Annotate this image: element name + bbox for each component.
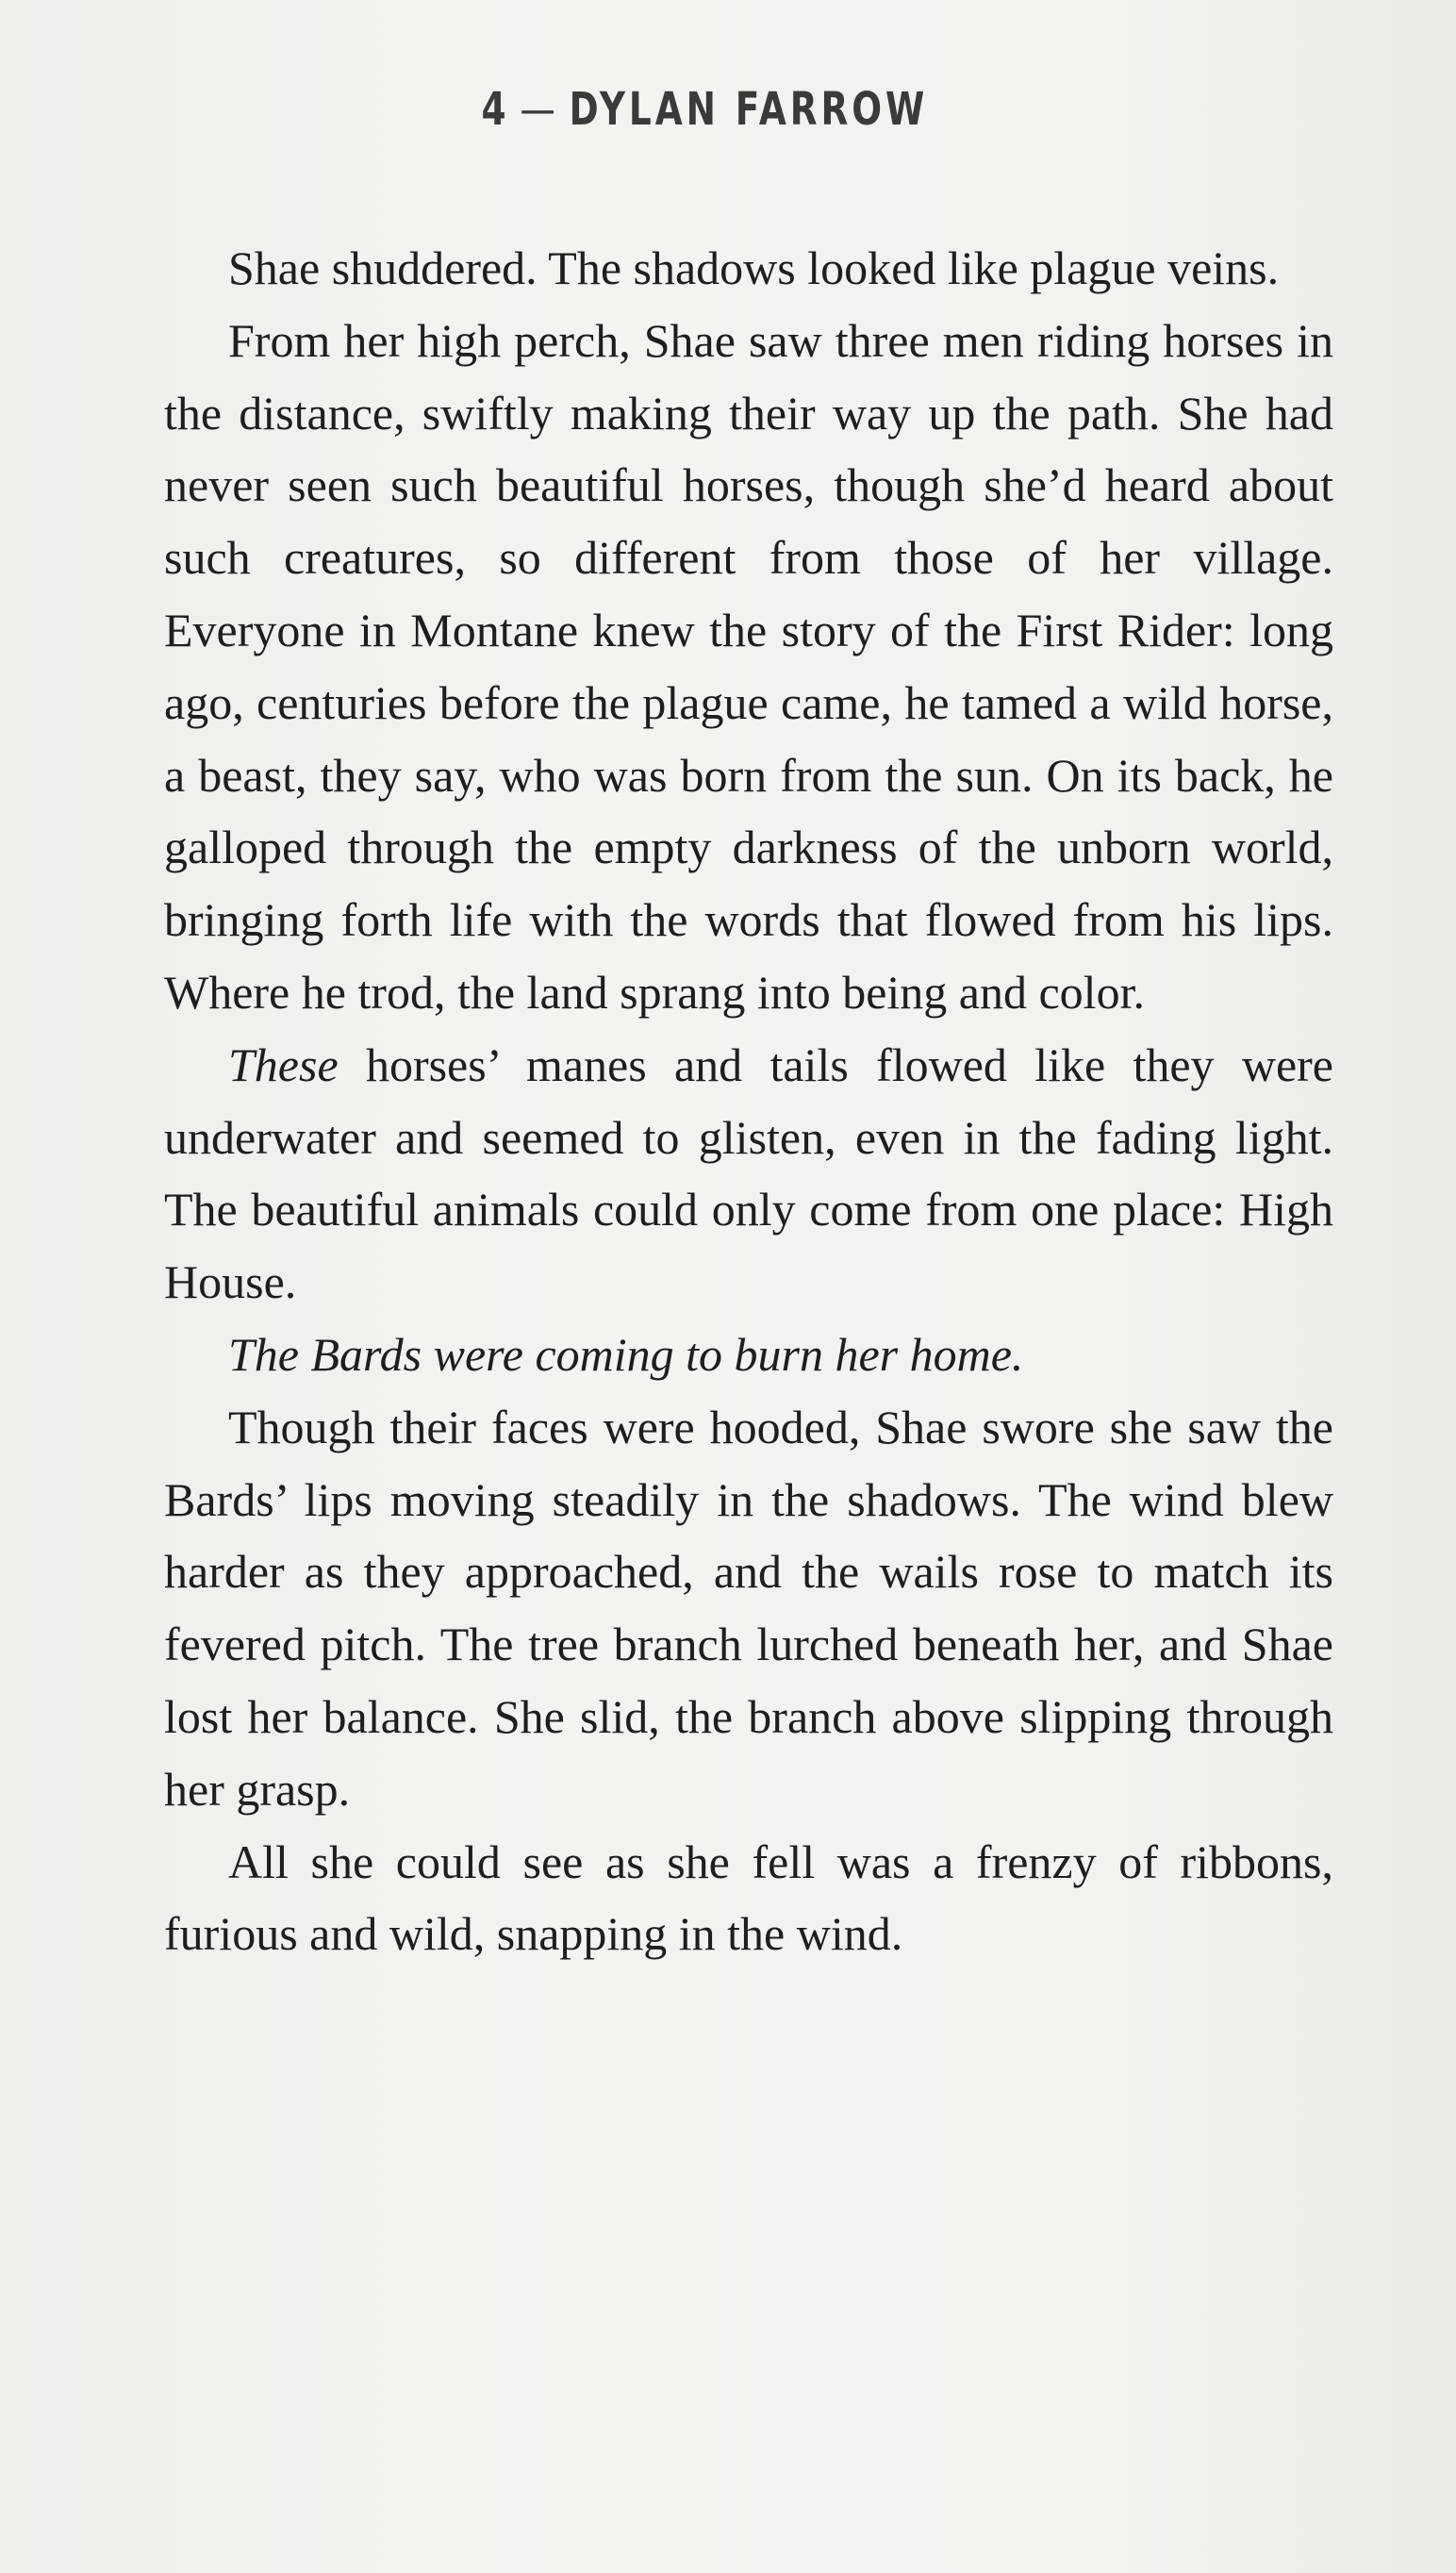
paragraph-3-text: horses’ manes and tails flowed like they were underwater and seemed to glisten, even in the fading light. The beautiful animals could only come from one place: High House. <box>164 1038 1333 1309</box>
author-name: DYLAN FARROW <box>569 83 929 136</box>
body-text <box>164 232 1333 1970</box>
paragraph-3 <box>164 1029 1333 1319</box>
paragraph-2: From her high perch, Shae saw three men riding horses in the distance, swiftly making their way up the path. She had never seen such beautiful horses, though she’d heard about such creatures, so different from those of her village. Everyone in Montane knew the story of the First Rider: long ago, centuries before the plague came, he tamed a wild horse, a beast, they say, who was born from the sun. On its back, he galloped through the empty darkness of the unborn world, bringing forth life with the words that flowed from his lips. Where he trod, the land sprang into being and color. <box>164 313 1333 1019</box>
paragraph-6: All she could see as she fell was a frenzy of ribbons, furious and wild, snapping in the wind. <box>164 1834 1333 1961</box>
paragraph-4 <box>164 1319 1333 1391</box>
header-separator: — <box>520 83 559 136</box>
paragraph-5: Though their faces were hooded, Shae swore she saw the Bards’ lips moving steadily in the shadows. The wind blew harder as they approached, and the wails rose to match its fevered pitch. The tree branch lurched beneath her, and Shae lost her balance. She slid, the branch above slipping through her grasp. <box>164 1400 1333 1816</box>
page-number: 4 <box>481 83 510 136</box>
italic-lead: These <box>228 1038 339 1091</box>
running-header <box>137 83 1272 136</box>
italic-line: The Bards were coming to burn her home. <box>228 1327 1024 1381</box>
paragraph-1: Shae shuddered. The shadows looked like plague veins. <box>228 241 1280 294</box>
